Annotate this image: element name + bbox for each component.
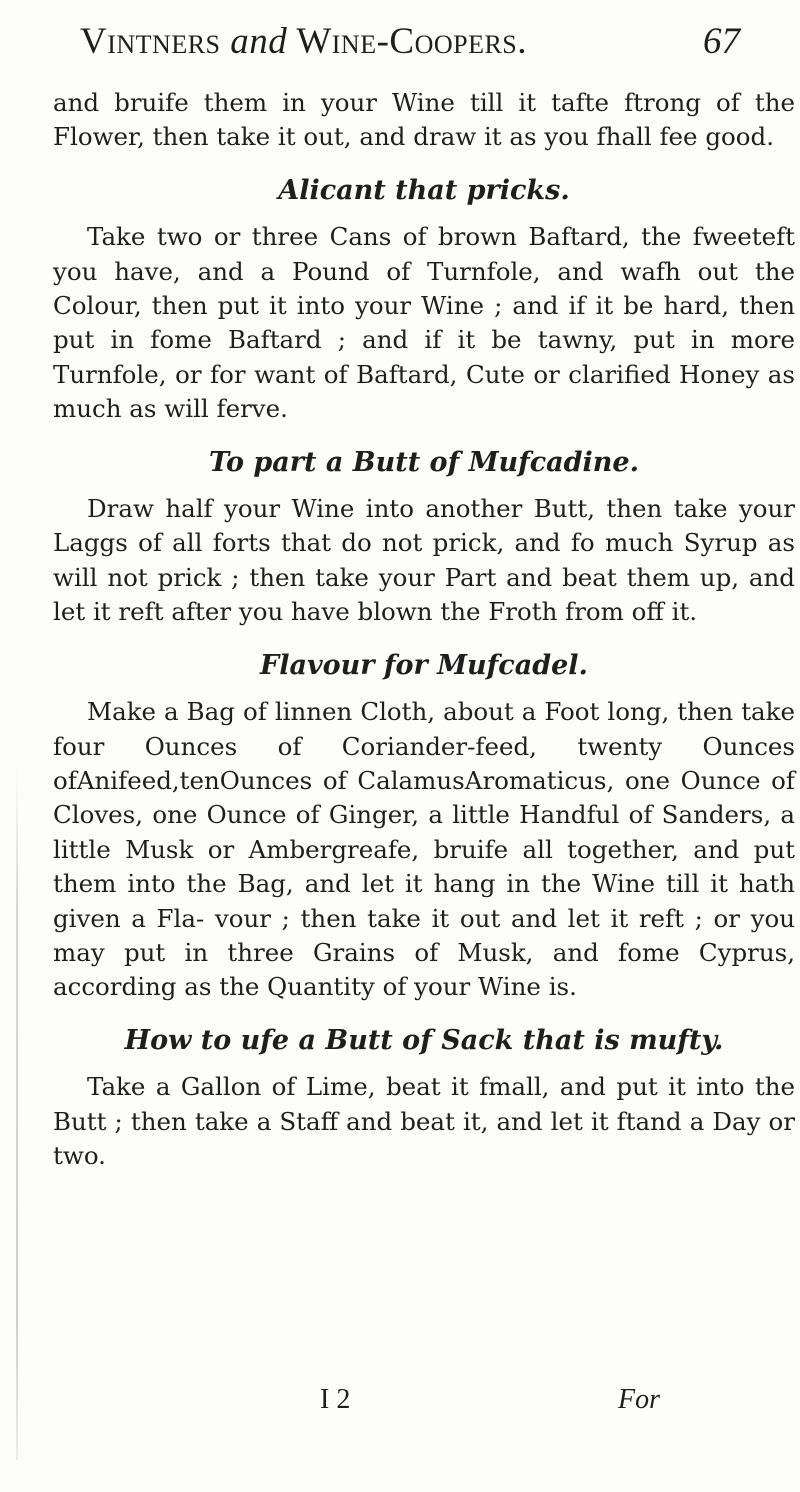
running-head-part1: Vintners xyxy=(80,21,231,62)
running-head-part2: Wine-Coopers. xyxy=(287,21,528,62)
section-body-sack: Take a Gallon of Lime, beat it fmall, and put it into the Butt ; then take a Staff and beat it, and let it ftand a Day or two. xyxy=(53,1072,795,1170)
signature-mark: I 2 xyxy=(320,1384,351,1415)
section-body-flavour: Make a Bag of linnen Cloth, about a Foot long, then take four Ounces of Coriander-feed, twenty Ounces ofAnifeed,tenOunces of CalamusAromaticus, one Ounce of Cloves, one Ounce of Ginger, a little Handful of Sanders, a little Musk or Ambergreafe, bruife all together, and put them into the Bag, and let it hang in the Wine till it hath given a Fla- vour ; then take it out and let it reft ; or you may put in three Grains of Musk, and fome Cyprus, according as the Quantity of your Wine is. xyxy=(53,697,795,1002)
section-body-alicant: Take two or three Cans of brown Baftard, the fweeteft you have, and a Pound of Turnfole, and wafh out the Colour, then put it into your Wine ; and if it be hard, then put in fome Baftard ; and if it be tawny, put in more Turnfole, or for want of Baftard, Cute or clarified Honey as much as will ferve. xyxy=(53,222,795,424)
body-text xyxy=(53,86,795,1173)
running-head-and: and xyxy=(230,21,288,62)
page-footer xyxy=(320,1384,660,1424)
section-heading-muscadine: To part a Butt of Mufcadine. xyxy=(209,446,639,478)
gutter-shadow xyxy=(16,760,18,1460)
running-head xyxy=(80,20,527,63)
page-header xyxy=(80,20,740,80)
opening-paragraph: and bruife them in your Wine till it tafte ftrong of the Flower, then take it out, and draw it as you fhall fee good. xyxy=(53,88,795,152)
section-heading-flavour: Flavour for Mufcadel. xyxy=(260,649,588,681)
page-number: 67 xyxy=(703,21,740,62)
section-heading-sack: How to ufe a Butt of Sack that is mufty. xyxy=(124,1024,724,1056)
section-body-muscadine: Draw half your Wine into another Butt, then take your Laggs of all forts that do not prick, and fo much Syrup as will not prick ; then take your Part and beat them up, and let it reft after you have blown the Froth from off it. xyxy=(53,494,795,627)
section-heading-alicant: Alicant that pricks. xyxy=(278,174,570,206)
catchword: For xyxy=(618,1384,660,1415)
